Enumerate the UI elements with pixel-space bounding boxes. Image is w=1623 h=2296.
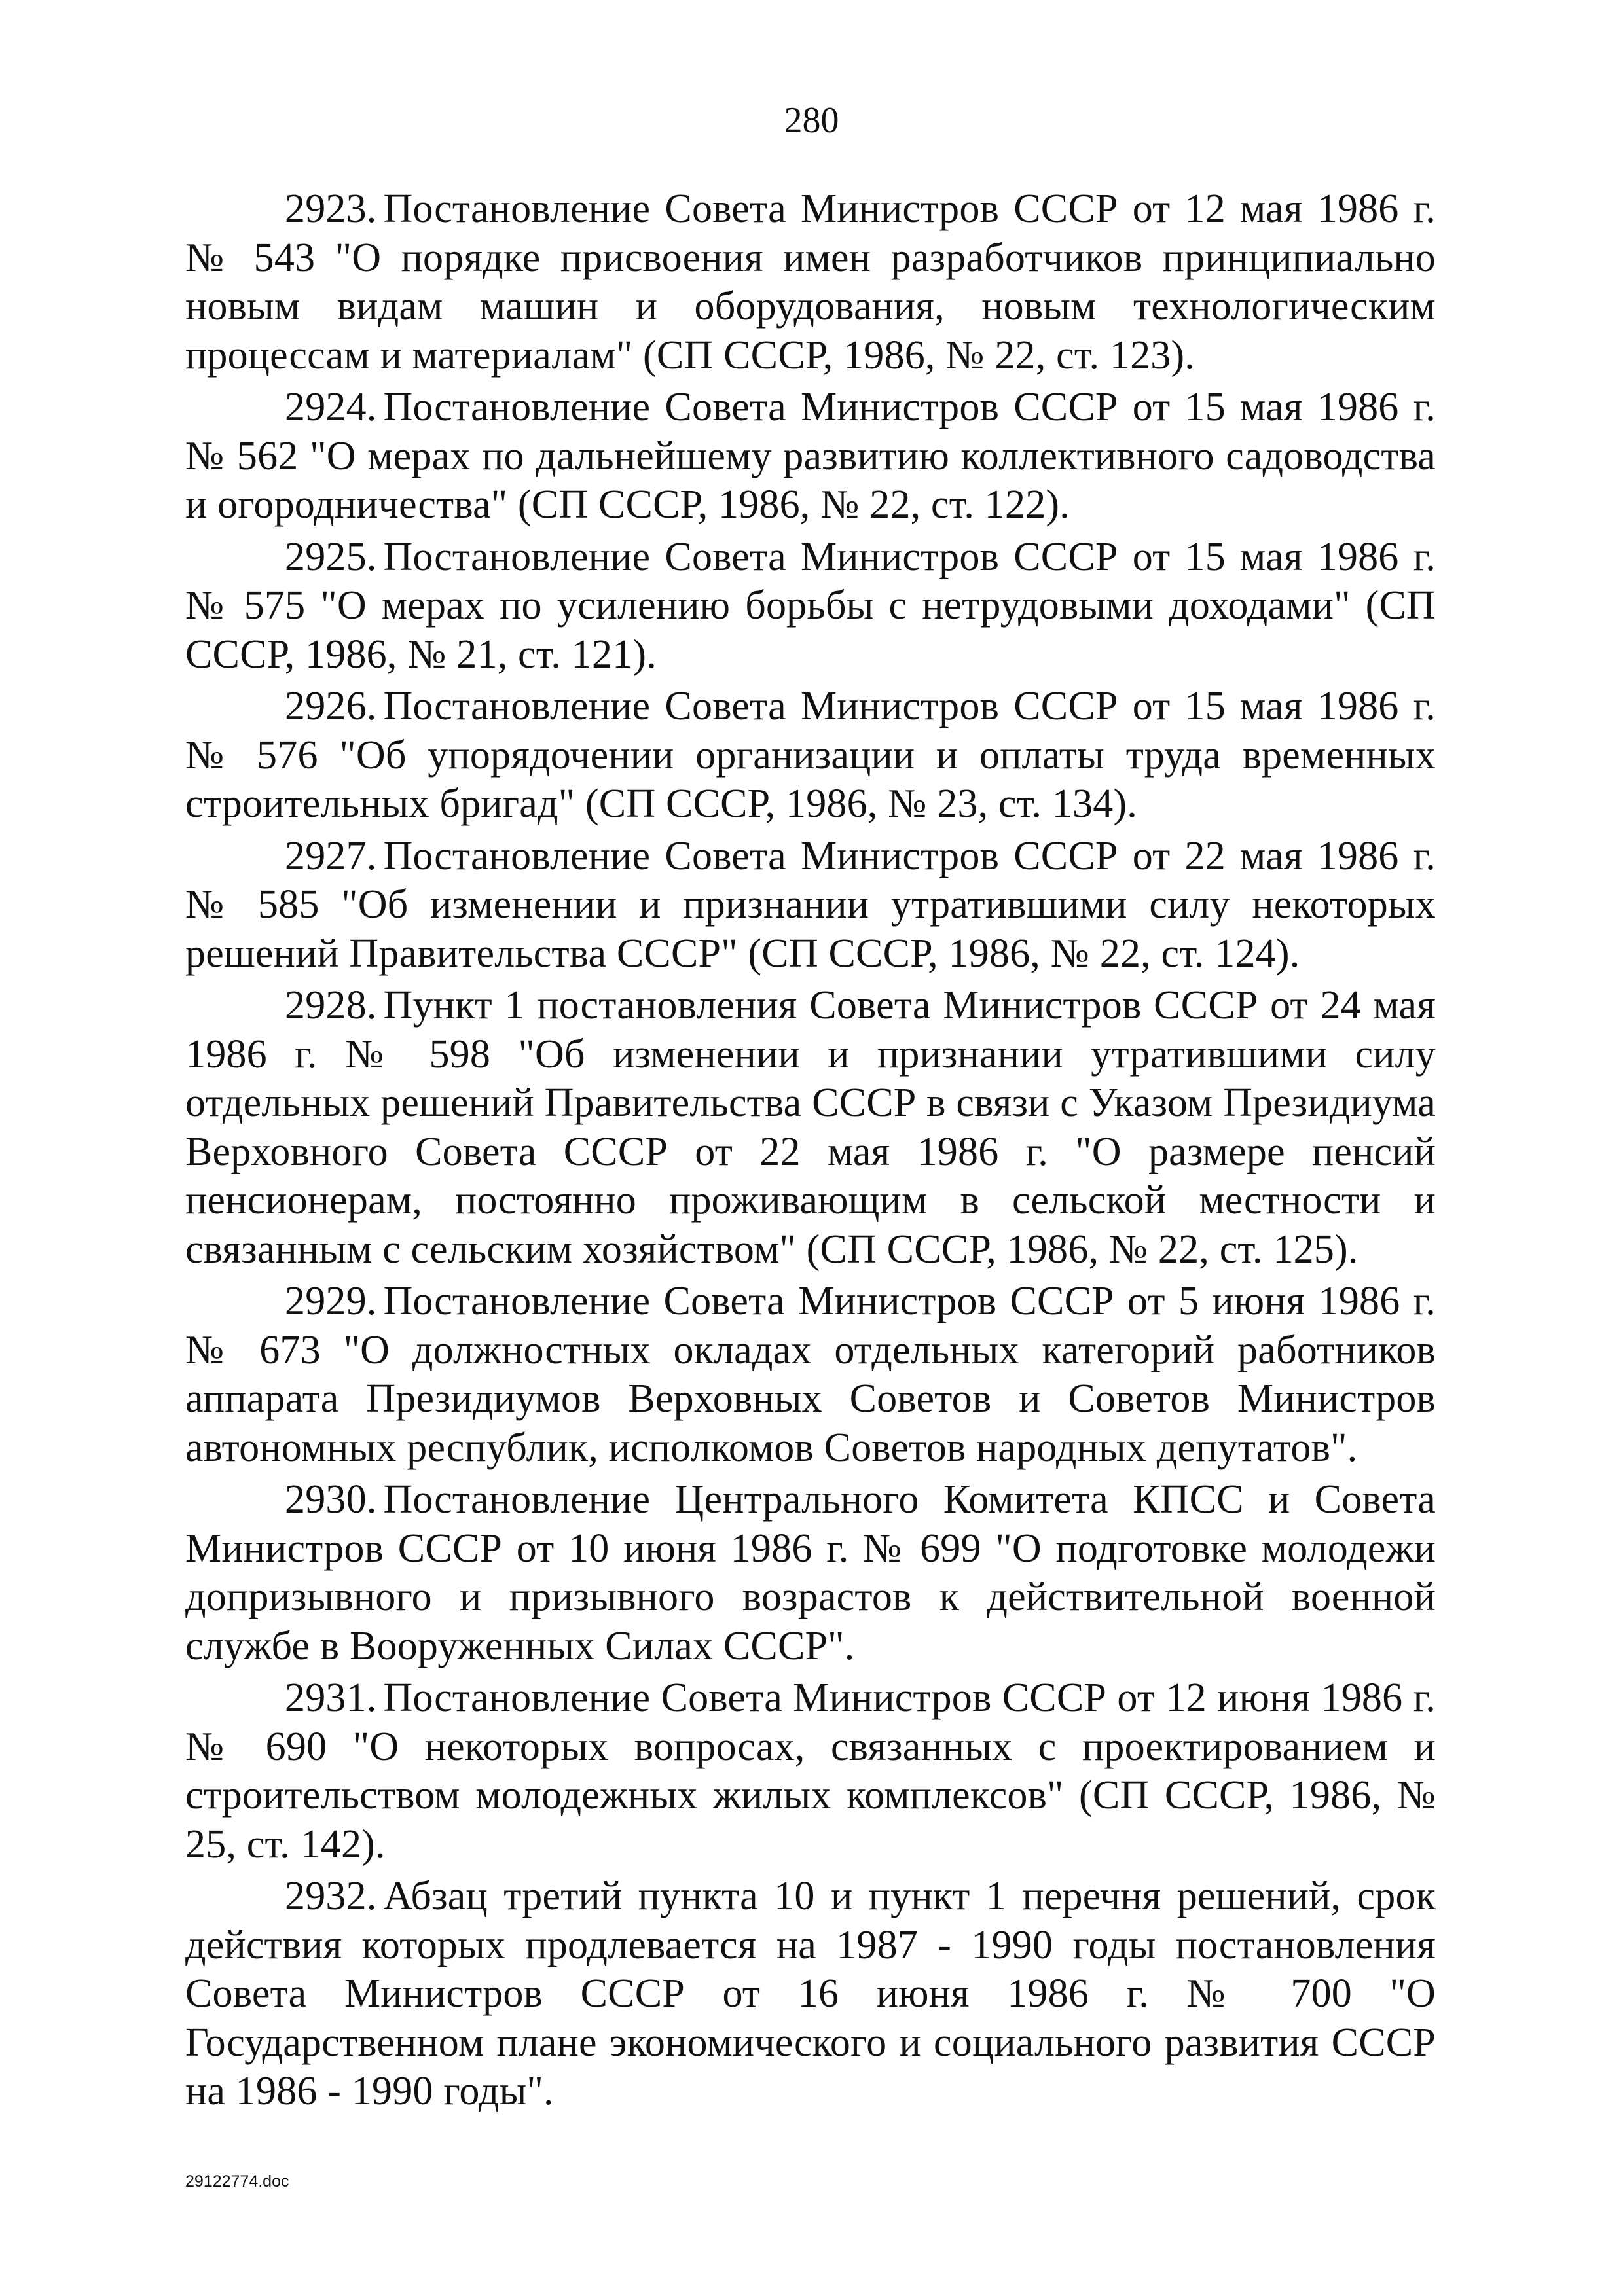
list-item xyxy=(185,1872,1436,2116)
entry-text: Постановление Совета Министров СССР от 15 мая 1986 г. № 576 "Об упорядочении организации и оплаты труда временных строительных бригад" (СП СССР, 1986, № 23, ст. 134). xyxy=(185,684,1436,826)
entry-number: 2925. xyxy=(285,534,377,579)
entry-text: Постановление Совета Министров СССР от 15 мая 1986 г. № 562 "О мерах по дальнейшему развитию коллективного садоводства и огородничества" (СП СССР, 1986, № 22, ст. 122). xyxy=(185,385,1436,527)
entry-text: Постановление Совета Министров СССР от 22 мая 1986 г. № 585 "Об изменении и признании утратившими силу некоторых решений Правительства СССР" (СП СССР, 1986, № 22, ст. 124). xyxy=(185,833,1436,976)
list-item xyxy=(185,981,1436,1274)
document-body xyxy=(185,185,1436,2119)
list-item xyxy=(185,1674,1436,1869)
list-item xyxy=(185,682,1436,829)
entry-text: Постановление Совета Министров СССР от 12 июня 1986 г. № 690 "О некоторых вопросах, связанных с проектированием и строительством молодежных жилых комплексов" (СП СССР, 1986, № 25, ст. 142). xyxy=(185,1676,1436,1867)
entry-text: Постановление Совета Министров СССР от 15 мая 1986 г. № 575 "О мерах по усилению борьбы с нетрудовыми доходами" (СП СССР, 1986, № 21, ст. 121). xyxy=(185,534,1436,677)
list-item xyxy=(185,832,1436,978)
entry-number: 2931. xyxy=(285,1676,377,1720)
entry-number: 2924. xyxy=(285,385,377,429)
list-item xyxy=(185,383,1436,529)
entry-text: Постановление Совета Министров СССР от 12 мая 1986 г. № 543 "О порядке присвоения имен разработчиков принципиально новым видам машин и оборудования, новым технологическим процессам и материалам" (СП СССР, 1986, № 22, ст. 123). xyxy=(185,187,1436,378)
entry-number: 2923. xyxy=(285,187,377,231)
entry-number: 2928. xyxy=(285,983,377,1028)
list-item xyxy=(185,185,1436,380)
footer-filename: 29122774.doc xyxy=(185,2172,289,2191)
entry-number: 2932. xyxy=(285,1874,377,1918)
entry-text: Пункт 1 постановления Совета Министров СССР от 24 мая 1986 г. № 598 "Об изменении и признании утратившими силу отдельных решений Правительства СССР в связи с Указом Президиума Верховного Совета СССР от 22 мая 1986 г. "О размере пенсий пенсионерам, постоянно проживающим в сельской местности и связанным с сельским хозяйством" (СП СССР, 1986, № 22, ст. 125). xyxy=(185,983,1436,1272)
entry-number: 2927. xyxy=(285,833,377,878)
entry-text: Абзац третий пункта 10 и пункт 1 перечня решений, срок действия которых продлевается на 1987 - 1990 годы постановления Совета Министров СССР от 16 июня 1986 г. № 700 "О Государственном плане экономического и социального развития СССР на 1986 - 1990 годы". xyxy=(185,1874,1436,2113)
list-item xyxy=(185,1277,1436,1472)
list-item xyxy=(185,533,1436,679)
page-number: 280 xyxy=(784,100,839,141)
entry-text: Постановление Центрального Комитета КПСС и Совета Министров СССР от 10 июня 1986 г. № 699 "О подготовке молодежи допризывного и призывного возрастов к действительной военной службе в Вооруженных Силах СССР". xyxy=(185,1477,1436,1668)
list-item xyxy=(185,1475,1436,1670)
entry-text: Постановление Совета Министров СССР от 5 июня 1986 г. № 673 "О должностных окладах отдельных категорий работников аппарата Президиумов Верховных Советов и Советов Министров автономных республик, исполкомов Советов народных депутатов". xyxy=(185,1279,1436,1470)
entry-number: 2926. xyxy=(285,684,377,728)
entry-number: 2930. xyxy=(285,1477,377,1522)
entry-number: 2929. xyxy=(285,1279,377,1323)
